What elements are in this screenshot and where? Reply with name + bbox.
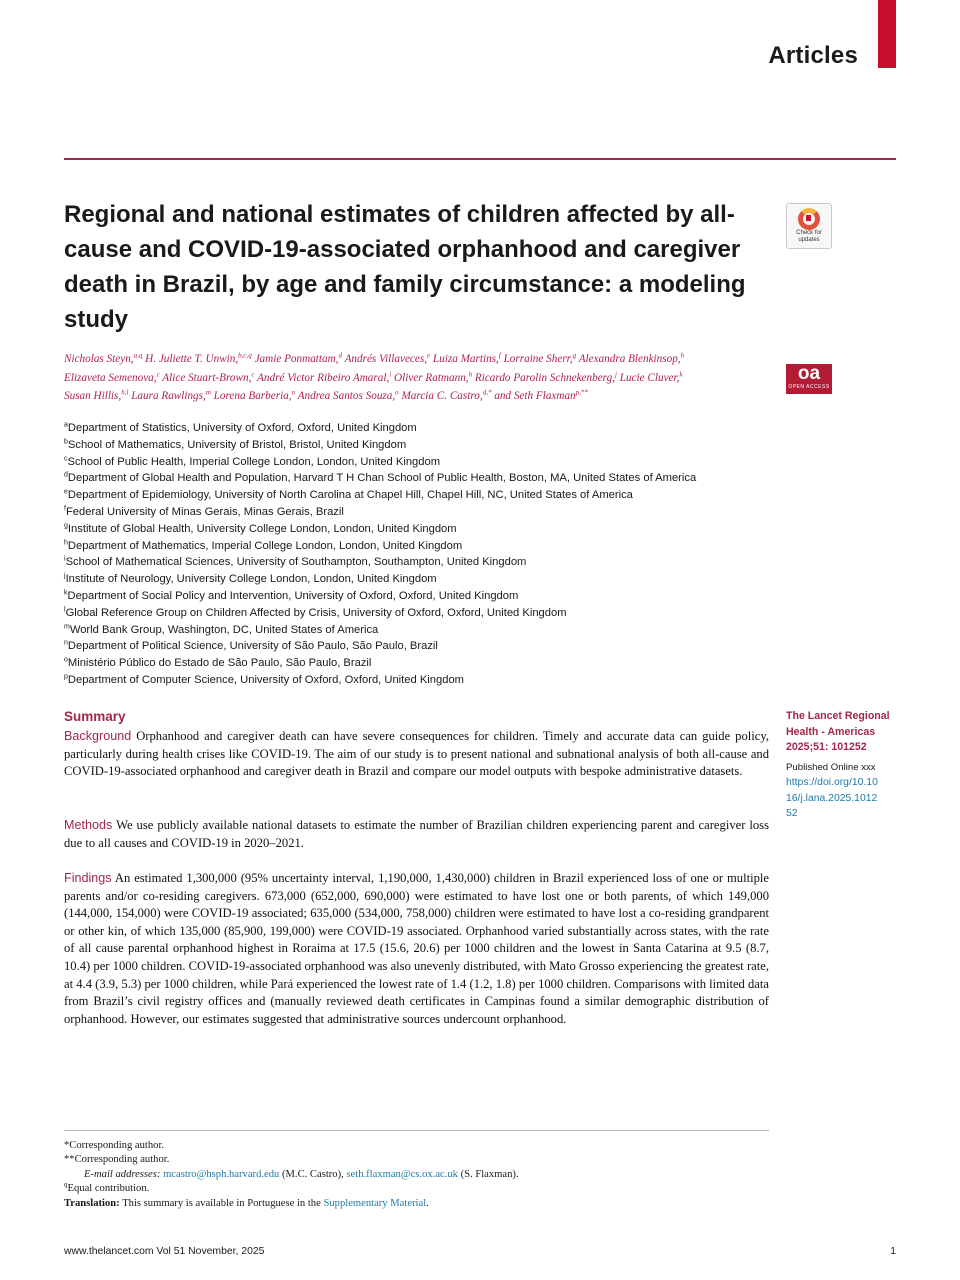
author[interactable]: Lorraine Sherr,$^g$ — [503, 351, 577, 365]
corresponding-author-2: **Corresponding author. — [64, 1154, 170, 1166]
author[interactable]: Lucie Cluver,$^k$ — [619, 369, 683, 384]
author[interactable]: Jamie Ponmattam,$^d$ — [254, 351, 342, 365]
author[interactable]: Susan Hillis,$^{h,l}$ — [64, 388, 129, 402]
email-link-castro[interactable]: mcastro@hsph.harvard.edu — [163, 1168, 280, 1180]
affiliation: $^g$Institute of Global Health, University College London, London, United Kingdom — [64, 522, 457, 535]
author[interactable]: Nicholas Steyn,$^{a,q}$ — [64, 351, 143, 365]
author[interactable]: and Seth Flaxman$^{p,**}$ — [494, 388, 588, 402]
affiliation: $^b$School of Mathematics, University of Bristol, Bristol, United Kingdom — [64, 438, 407, 451]
affiliation: $^e$Department of Epidemiology, University of North Carolina at Chapel Hill, Chapel Hill, NC, United States of America — [64, 488, 633, 502]
affiliation: $^k$Department of Social Policy and Intervention, University of Oxford, Oxford, United Kingdom — [64, 589, 519, 602]
affiliation: $^o$Ministério Público do Estado de São Paulo, São Paulo, Brazil — [64, 656, 372, 670]
translation-label: Translation: — [64, 1197, 120, 1209]
open-access-badge — [786, 364, 832, 394]
summary-methods — [64, 817, 769, 852]
author[interactable]: Oliver Ratmann,$^h$ — [394, 369, 473, 384]
methods-label: Methods — [64, 818, 113, 832]
affiliation: $^n$Department of Political Science, University of São Paulo, São Paulo, Brazil — [64, 639, 438, 653]
author-list — [64, 350, 764, 406]
check-updates-icon — [798, 208, 820, 230]
author[interactable]: Lorena Barberia,$^n$ — [213, 388, 296, 402]
journal-citation: The Lancet Regional Health - Americas 2025;51: 101252 — [786, 710, 890, 753]
equal-contribution: $^q$Equal contribution. — [64, 1180, 150, 1195]
affiliation: $^m$World Bank Group, Washington, DC, United States of America — [64, 622, 379, 636]
doi-link[interactable]: https://doi.org/10.1016/j.lana.2025.101252 — [786, 777, 878, 819]
author[interactable]: Alice Stuart-Brown,$^c$ — [162, 369, 255, 384]
author[interactable]: Laura Rawlings,$^m$ — [131, 388, 211, 402]
article-title: Regional and national estimates of children affected by all-cause and COVID-19-associated orphanhood and caregiver death in Brazil, by age and family circumstance: a modeling study — [64, 201, 746, 333]
affiliation: $^h$Department of Mathematics, Imperial College London, London, United Kingdom — [64, 538, 463, 552]
affiliation: $^a$Department of Statistics, University of Oxford, Oxford, United Kingdom — [64, 421, 417, 434]
author[interactable]: Alexandra Blenkinsop,$^h$ — [578, 351, 685, 365]
summary-background — [64, 728, 769, 781]
background-text: Orphanhood and caregiver death can have severe consequences for children. Timely and accurate data can guide policy, particularly during health crises like COVID-19. The aim of our study is to present national and subnational analysis of both all-cause and COVID-19-associated orphanhood and caregiver death in Brazil and compare our model outputs with bespoke administrative datasets. — [64, 729, 769, 779]
email-addresses: E-mail addresses: mcastro@hsph.harvard.edu (M.C. Castro), seth.flaxman@cs.ox.ac.uk (S. Flaxman). — [84, 1168, 519, 1180]
page-number: 1 — [890, 1246, 896, 1257]
methods-text: We use publicly available national datasets to estimate the number of Brazilian children experiencing parent and caregiver loss due to all causes and COVID-19 in 2020–2021. — [64, 818, 769, 850]
affiliation-list — [64, 420, 784, 689]
affiliation: $^i$School of Mathematical Sciences, University of Southampton, Southampton, United Kingdom — [64, 555, 527, 569]
affiliation: $^f$Federal University of Minas Gerais, Minas Gerais, Brazil — [64, 505, 344, 518]
author[interactable]: Andrea Santos Souza,$^o$ — [297, 388, 399, 402]
open-access-sub: OPEN ACCESS — [788, 384, 830, 390]
corresponding-author-1: *Corresponding author. — [64, 1140, 165, 1151]
findings-text: An estimated 1,300,000 (95% uncertainty interval, 1,190,000, 1,430,000) children in Brazil experienced loss of one or multiple parents and/or co-residing caregivers. 673,000 (652,000, 690,000) were estimated to have lost one or both parents, of which 149,000 (144,000, 154,000) were COVID-19 associated; 635,000 (534,000, 758,000) children were estimated to have lost a co-residing grandparent or other kin, of which 135,000 (85,900, 199,000) were COVID-19 associated. Orphanhood varied substantially across states, with the rate of all cause parental orphanhood highest in Roraima at 17.5 (15.6, 20.6) per 1000 children and the lowest in Santa Catarina at 9.5 (8.7, 10.4) per 1000 children. COVID-19-associated orphanhood was also unevenly distributed, with Mato Grosso experiencing the greatest rate, at 4.4 (3.9, 5.3) per 1000 children, while Pará experienced the lowest rate of 1.4 (1.2, 1.8) per 1000 children. Comparisons with limited data from Brazil’s civil registry offices and (manually reviewed death certificates in Campinas found a similar demographic distribution of orphanhood. However, our estimates suggested that administrative sources undercount orphanhood. — [64, 871, 769, 1026]
footnote-divider — [64, 1130, 769, 1131]
author[interactable]: Andrés Villaveces,$^e$ — [344, 351, 431, 365]
author[interactable]: Elizaveta Semenova,$^c$ — [64, 369, 160, 384]
check-for-updates-button[interactable] — [786, 203, 832, 249]
translation-note: Translation: This summary is available in Portuguese in the Supplementary Material. — [64, 1197, 429, 1209]
header-divider — [64, 158, 896, 160]
check-updates-label-1: Check for — [796, 230, 822, 236]
summary-findings — [64, 870, 769, 1028]
supplementary-material-link[interactable]: Supplementary Material — [323, 1197, 427, 1209]
affiliation: $^j$Institute of Neurology, University College London, London, United Kingdom — [64, 572, 437, 586]
open-access-logo: oa — [797, 363, 821, 384]
published-online: Published Online xxx — [786, 762, 876, 773]
background-label: Background — [64, 729, 132, 743]
journal-footer: www.thelancet.com Vol 51 November, 2025 — [64, 1246, 265, 1257]
section-label: Articles — [768, 42, 858, 69]
author[interactable]: André Victor Ribeiro Amaral,$^i$ — [257, 369, 392, 384]
brand-tab — [878, 0, 896, 68]
check-updates-label-2: updates — [798, 237, 820, 243]
author[interactable]: Luiza Martins,$^f$ — [432, 351, 501, 365]
affiliation: $^d$Department of Global Health and Population, Harvard T H Chan School of Public Health, Boston, MA, United States of America — [64, 471, 697, 485]
footnotes — [64, 1139, 769, 1211]
affiliation: $^c$School of Public Health, Imperial College London, London, United Kingdom — [64, 454, 441, 468]
email-label: E-mail addresses: — [84, 1168, 161, 1180]
author[interactable]: H. Juliette T. Unwin,$^{b,c,q}$ — [145, 351, 252, 365]
summary-heading: Summary — [64, 709, 126, 724]
affiliation: $^p$Department of Computer Science, University of Oxford, Oxford, United Kingdom — [64, 673, 464, 686]
affiliation: $^l$Global Reference Group on Children Affected by Crisis, University of Oxford, Oxford, United Kingdom — [64, 606, 567, 619]
email-link-flaxman[interactable]: seth.flaxman@cs.ox.ac.uk — [346, 1168, 458, 1180]
author[interactable]: Marcia C. Castro,$^{d,*}$ — [401, 388, 492, 402]
author[interactable]: Ricardo Parolin Schnekenberg,$^j$ — [474, 369, 617, 384]
findings-label: Findings — [64, 871, 112, 885]
